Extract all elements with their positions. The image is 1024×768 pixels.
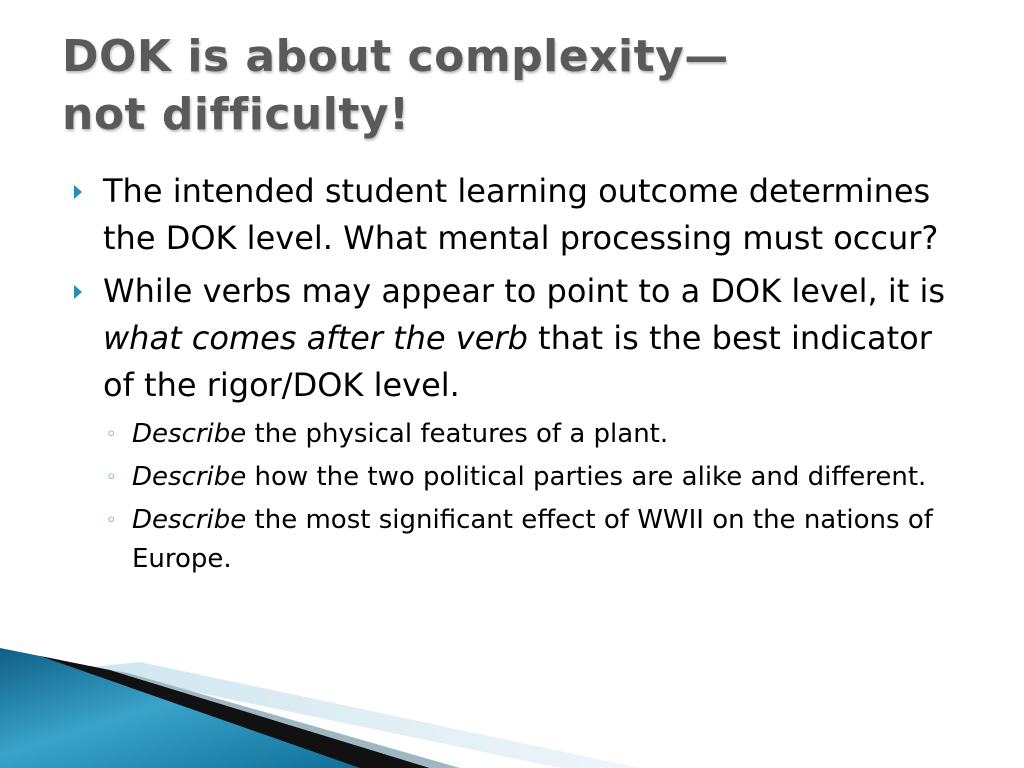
sub-bullet-verb: Describe: [132, 462, 247, 492]
sub-bullet-verb: Describe: [132, 505, 247, 535]
bullet-text-before: While verbs may appear to point to a DOK level, it is: [103, 272, 945, 310]
sub-bullet-item: [68, 501, 968, 579]
decorative-corner-swoosh: [0, 640, 1024, 768]
slide-title: [62, 28, 962, 144]
circle-outline-icon: ◦: [106, 510, 117, 531]
sub-bullet-text: how the two political parties are alike and different.: [246, 462, 927, 492]
sub-bullet-item: [68, 415, 968, 454]
sub-bullet-item: [68, 458, 968, 497]
sub-bullet-text: the most significant effect of WWII on the nations of Europe.: [132, 505, 933, 574]
sub-bullet-text: the physical features of a plant.: [246, 419, 669, 449]
slide-body: [68, 168, 968, 583]
triangle-right-icon: [74, 185, 82, 199]
triangle-right-icon: [74, 285, 82, 299]
bullet-text: The intended student learning outcome determines the DOK level. What mental processing must occur?: [103, 172, 939, 257]
sub-bullet-verb: Describe: [132, 419, 247, 449]
circle-outline-icon: ◦: [106, 467, 117, 488]
bullet-text-after: that is the best indicator of the rigor/DOK level.: [103, 319, 932, 404]
bullet-item: [68, 268, 968, 409]
slide-title-line-2: not difficulty!: [62, 89, 410, 140]
bullet-item: [68, 168, 968, 262]
bullet-text-italic: what comes after the verb: [103, 319, 528, 357]
circle-outline-icon: ◦: [106, 424, 117, 445]
slide-title-line-1: DOK is about complexity—: [62, 31, 729, 82]
